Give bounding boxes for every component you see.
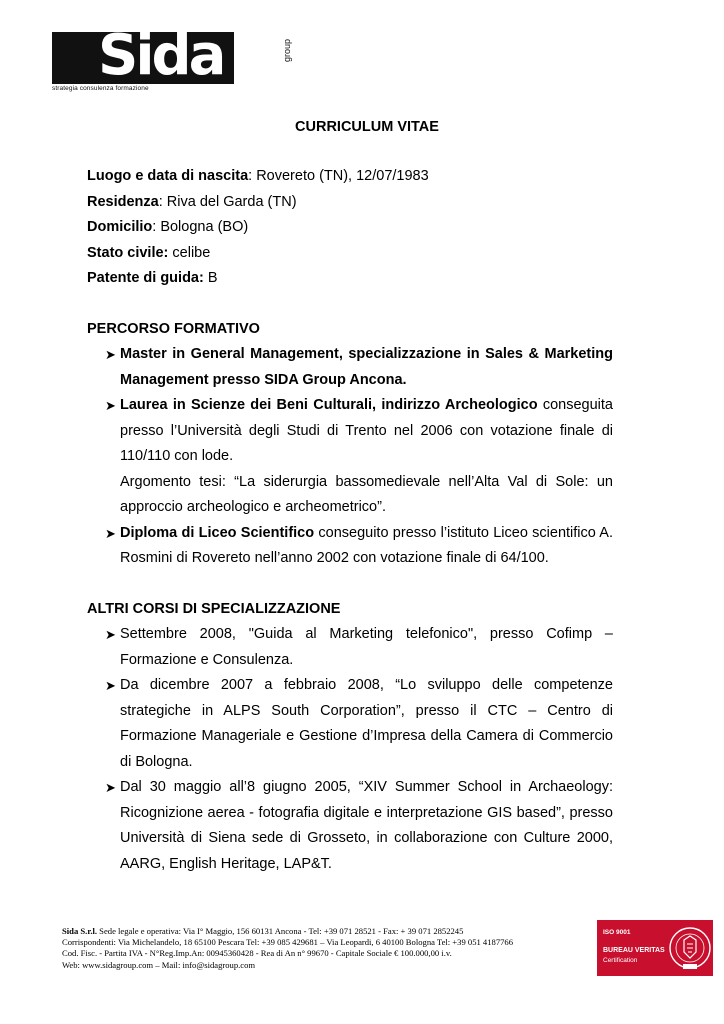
cv-body <box>87 164 613 877</box>
education-item: ➤ Diploma di Liceo Scientifico conseguito presso l’istituto Liceo scientifico A. Rosmini di Rovereto nell’anno 2002 con votazione finale di 64/100. <box>87 521 613 572</box>
bureau-veritas-certification-badge <box>597 920 713 976</box>
logo-tagline: strategia consulenza formazione <box>52 85 149 92</box>
arrow-bullet-icon: ➤ <box>105 627 116 642</box>
footer-line: Cod. Fisc. - Partita IVA - N°Reg.Imp.An: 00945360428 - Rea di An n° 99670 - Capitale Sociale € 100.000,00 i.v. <box>62 948 452 959</box>
arrow-bullet-icon: ➤ <box>105 525 116 541</box>
logo-wordmark: Sida <box>98 23 224 88</box>
arrow-bullet-icon: ➤ <box>105 780 116 795</box>
residence-info: Residenza: Riva del Garda (TN) <box>87 193 297 210</box>
footer-line: Corrispondenti: Via Michelandelo, 18 65100 Pescara Tel: +39 085 429681 – Via Leopardi, 6 40100 Bologna Tel: +39 051 4187766 <box>62 937 514 948</box>
document-title: CURRICULUM VITAE <box>295 119 439 135</box>
footer-line: Sida S.r.l. Sede legale e operativa: Via I° Maggio, 156 60131 Ancona - Tel: +39 071 28521 - Fax: + 39 071 2852245 <box>62 926 464 936</box>
arrow-bullet-icon: ➤ <box>105 398 116 413</box>
arrow-bullet-icon: ➤ <box>105 678 116 693</box>
bureau-veritas-seal-icon <box>667 924 713 972</box>
education-heading: PERCORSO FORMATIVO <box>87 320 260 337</box>
personal-info <box>87 164 613 292</box>
course-item: ➤ Settembre 2008, "Guida al Marketing telefonico", presso Cofimp – Formazione e Consulenza. <box>87 622 613 673</box>
driving-license-info: Patente di guida: B <box>87 270 218 286</box>
course-item: ➤ Dal 30 maggio all’8 giugno 2005, “XIV Summer School in Archaeology: Ricognizione aerea - fotografia digitale e interpretazione GIS based”, presso Università di Siena sede di Grosseto, in collaborazione con Culture 2000, AARG, English Heritage, LAP&T. <box>87 775 613 877</box>
certification-label: Certification <box>603 957 638 964</box>
company-footer <box>62 926 582 971</box>
logo-group-label: group <box>282 38 292 62</box>
civil-status-info: Stato civile: celibe <box>87 244 211 261</box>
iso-label: ISO 9001 <box>603 929 631 936</box>
sida-logo <box>52 23 292 92</box>
education-list <box>87 342 613 572</box>
courses-heading: ALTRI CORSI DI SPECIALIZZAZIONE <box>87 600 341 617</box>
certifier-name: BUREAU VERITAS <box>603 947 665 954</box>
education-item: ➤ Laurea in Scienze dei Beni Culturali, indirizzo Archeologico conseguita presso l’Università degli Studi di Trento nel 2006 con votazione finale di 110/110 con lode. Argomento tesi: “La siderurgia bassomedievale nell’Alta Val di Sole: un approccio archeologico e archeometrico”. <box>87 393 613 521</box>
birth-info: Luogo e data di nascita: Rovereto (TN), 12/07/1983 <box>87 168 429 184</box>
thesis-note: Argomento tesi: “La siderurgia bassomedievale nell’Alta Val di Sole: un approccio archeologico e archeometrico”. <box>120 473 613 515</box>
arrow-bullet-icon: ➤ <box>105 347 116 362</box>
education-item: ➤ Master in General Management, specializzazione in Sales & Marketing Management presso SIDA Group Ancona. <box>87 342 613 393</box>
footer-line: Web: www.sidagroup.com – Mail: info@sidagroup.com <box>62 959 256 970</box>
domicile-info: Domicilio: Bologna (BO) <box>87 219 249 235</box>
courses-list <box>87 622 613 877</box>
course-item: ➤ Da dicembre 2007 a febbraio 2008, “Lo sviluppo delle competenze strategiche in ALPS South Corporation”, presso il CTC – Centro di Formazione Manageriale e Gestione d’Impresa della Camera di Commercio di Bologna. <box>87 673 613 775</box>
